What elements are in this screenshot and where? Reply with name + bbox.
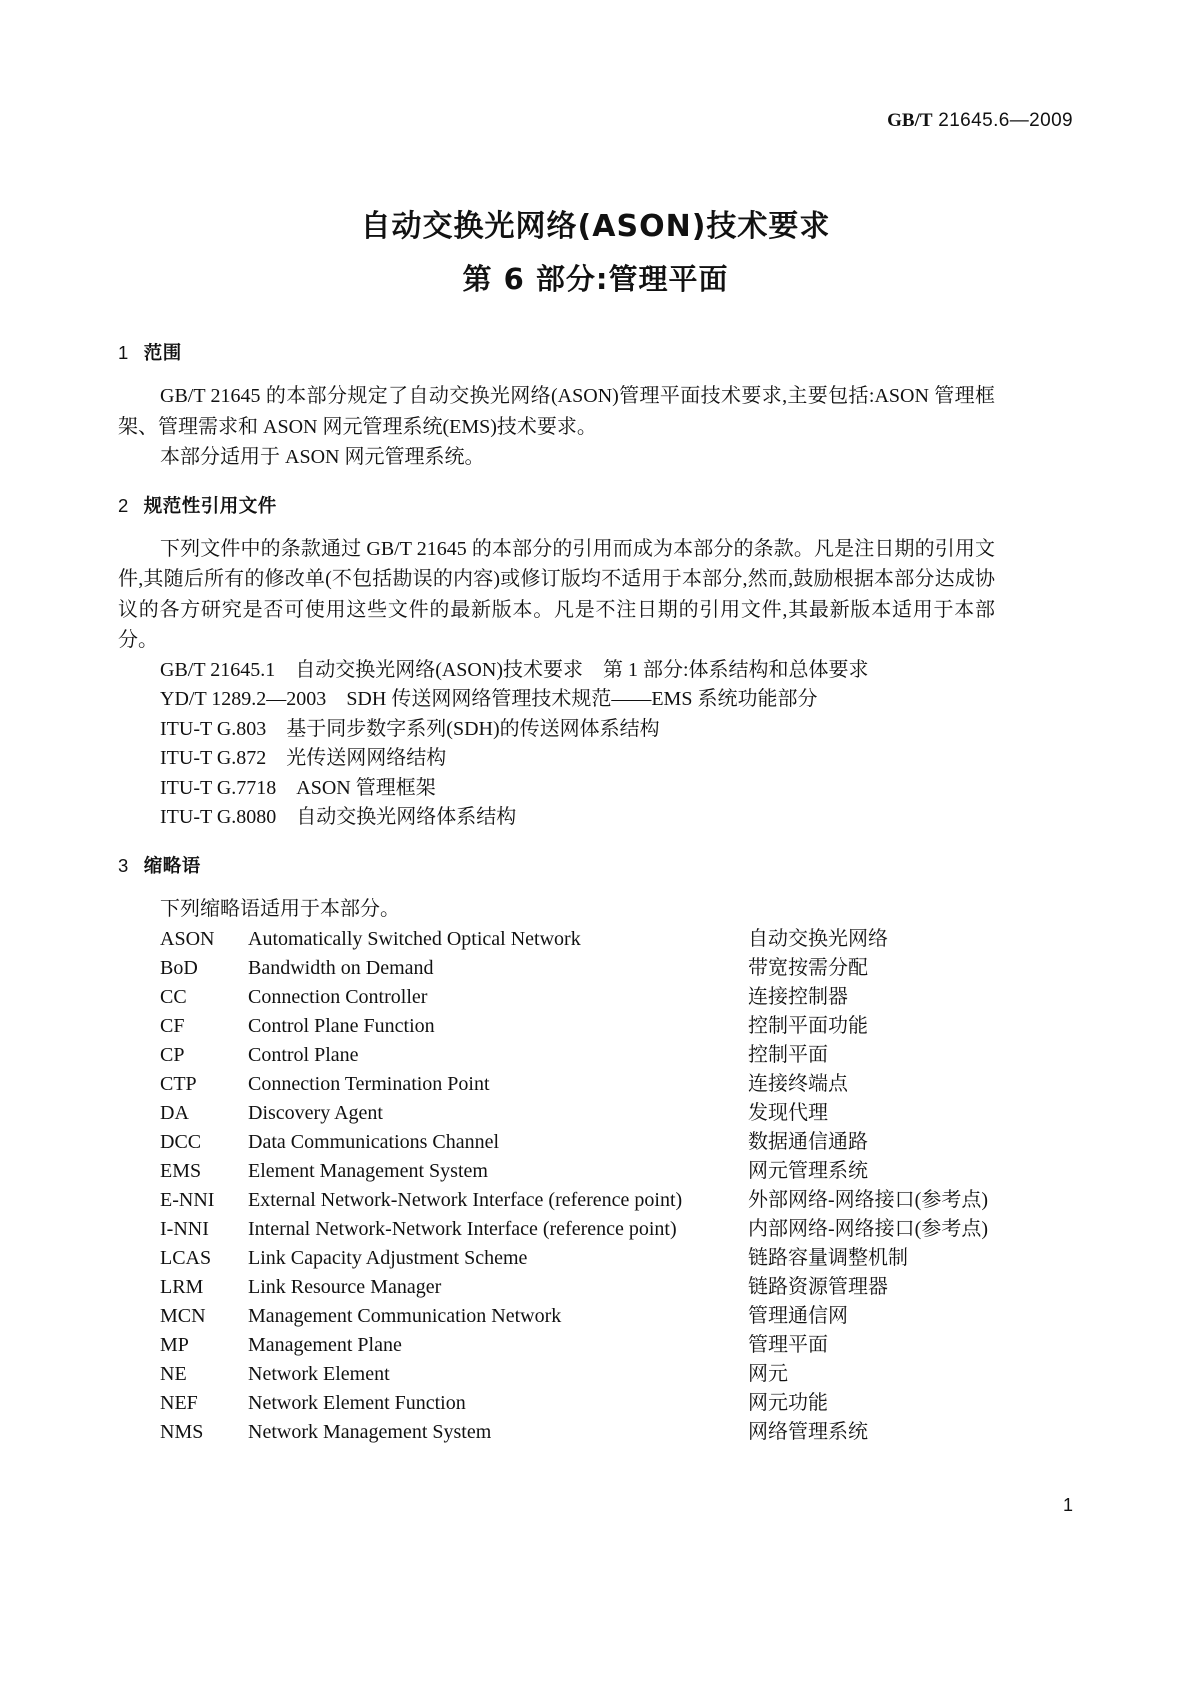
abbreviation-english: Automatically Switched Optical Network (248, 927, 581, 950)
spacer (118, 833, 995, 855)
table-row (118, 1186, 995, 1215)
abbreviation-chinese: 链路容量调整机制 (748, 1246, 908, 1269)
reference-id: ITU-T G.803 (160, 717, 267, 740)
document-title-line-2: 第 6 部分:管理平面 (462, 261, 729, 296)
abbreviation: NE (160, 1362, 187, 1385)
scope-paragraph-2: 本部分适用于 ASON 网元管理系统。 (160, 446, 485, 469)
abbreviation-chinese: 管理平面 (748, 1333, 828, 1356)
abbreviation-english: Control Plane (248, 1043, 359, 1066)
abbreviation-english: Bandwidth on Demand (248, 956, 434, 979)
reference-title: ASON 管理框架 (296, 776, 436, 799)
table-row (118, 1012, 995, 1041)
table-row (118, 1215, 995, 1244)
abbreviation-chinese: 内部网络-网络接口(参考点) (748, 1217, 988, 1240)
normative-reference-list (118, 656, 995, 833)
abbreviation-chinese: 管理通信网 (748, 1304, 848, 1327)
table-row (118, 1099, 995, 1128)
table-row (118, 1389, 995, 1418)
abbreviation: E-NNI (160, 1188, 215, 1211)
section-title-1: 范围 (143, 343, 182, 364)
abbreviation-english: Discovery Agent (248, 1101, 383, 1124)
page-number: 1 (1062, 1495, 1073, 1515)
abbreviation: NMS (160, 1420, 204, 1443)
abbreviation: CC (160, 985, 187, 1008)
reference-title: 基于同步数字系列(SDH)的传送网体系结构 (286, 717, 660, 740)
reference-id: ITU-T G.872 (160, 747, 267, 770)
section-title-2: 规范性引用文件 (143, 495, 277, 517)
abbreviation-chinese: 带宽按需分配 (748, 956, 868, 979)
list-item (118, 774, 995, 804)
abbreviation: NEF (160, 1391, 198, 1414)
reference-title: 光传送网网络结构 (286, 747, 447, 770)
abbreviation-english: External Network-Network Interface (reference point) (248, 1188, 683, 1211)
abbreviation: MCN (160, 1304, 206, 1327)
abbreviation-chinese: 网元功能 (748, 1391, 828, 1414)
reference-title: SDH 传送网网络管理技术规范——EMS 系统功能部分 (346, 688, 818, 711)
scope-paragraph-1: GB/T 21645 的本部分规定了自动交换光网络(ASON)管理平面技术要求,主要包括:ASON 管理框架、管理需求和 ASON 网元管理系统(EMS)技术要求。 (118, 385, 995, 438)
abbreviation-chinese: 控制平面 (748, 1043, 828, 1066)
spacer (118, 518, 995, 534)
table-row (118, 1302, 995, 1331)
abbreviation-chinese: 网元 (748, 1362, 788, 1385)
section-heading-scope (118, 342, 995, 365)
table-row (118, 1128, 995, 1157)
abbreviation: DCC (160, 1130, 202, 1153)
abbreviation: LCAS (160, 1246, 212, 1269)
abbreviation-english: Network Element (248, 1362, 390, 1385)
list-item (118, 744, 995, 774)
normative-references-paragraph: 下列文件中的条款通过 GB/T 21645 的本部分的引用而成为本部分的条款。凡是注日期的引用文件,其随后所有的修改单(不包括勘误的内容)或修订版均不适用于本部分,然而,鼓励根据本部分达成协议的各方研究是否可使用这些文件的最新版本。凡是不注日期的引用文件,其最新版本适用于本部分。 (118, 537, 995, 652)
abbreviation: MP (160, 1333, 189, 1356)
list-item (118, 803, 995, 833)
table-row (118, 954, 995, 983)
abbreviation-chinese: 链路资源管理器 (748, 1275, 888, 1298)
reference-id: YD/T 1289.2—2003 (160, 688, 327, 711)
abbreviation-english: Connection Controller (248, 985, 428, 1008)
spacer (118, 878, 995, 894)
section-title-3: 缩略语 (143, 855, 201, 877)
table-row (118, 1041, 995, 1070)
abbreviation-english: Link Resource Manager (248, 1275, 442, 1298)
abbreviation: ASON (160, 927, 215, 950)
reference-title: 自动交换光网络(ASON)技术要求 第 1 部分:体系结构和总体要求 (295, 658, 869, 681)
list-item (118, 656, 995, 686)
abbreviation-english: Data Communications Channel (248, 1130, 500, 1153)
abbreviation-chinese: 数据通信通路 (748, 1130, 868, 1153)
table-row (118, 1157, 995, 1186)
table-row (118, 1244, 995, 1273)
abbreviation: EMS (160, 1159, 202, 1182)
abbreviations-table (118, 925, 995, 1447)
table-row (118, 983, 995, 1012)
page-header (0, 110, 1073, 132)
abbreviation-english: Network Management System (248, 1420, 492, 1443)
abbreviation-chinese: 连接终端点 (748, 1072, 848, 1095)
reference-id: ITU-T G.7718 (160, 776, 277, 799)
abbreviation-chinese: 控制平面功能 (748, 1014, 868, 1037)
abbreviation: CF (160, 1014, 185, 1037)
table-row (118, 925, 995, 954)
abbreviation-chinese: 自动交换光网络 (748, 927, 888, 950)
reference-id: ITU-T G.8080 (160, 806, 277, 829)
abbreviation-chinese: 网元管理系统 (748, 1159, 868, 1182)
abbreviation-chinese: 网络管理系统 (748, 1420, 868, 1443)
abbreviation-chinese: 外部网络-网络接口(参考点) (748, 1188, 988, 1211)
abbreviation-english: Internal Network-Network Interface (reference point) (248, 1217, 677, 1240)
abbreviation-english: Management Communication Network (248, 1304, 562, 1327)
abbreviation-chinese: 连接控制器 (748, 985, 848, 1008)
list-item (118, 685, 995, 715)
table-row (118, 1273, 995, 1302)
abbreviation-english: Connection Termination Point (248, 1072, 490, 1095)
table-row (118, 1360, 995, 1389)
abbreviation: CP (160, 1043, 185, 1066)
abbreviation-english: Element Management System (248, 1159, 488, 1182)
abbreviations-paragraph: 下列缩略语适用于本部分。 (160, 898, 400, 921)
standard-prefix: GB/T (887, 110, 933, 131)
document-title-line-1: 自动交换光网络(ASON)技术要求 (360, 209, 831, 244)
spacer (118, 473, 995, 495)
abbreviation-english: Control Plane Function (248, 1014, 435, 1037)
abbreviation-chinese: 发现代理 (748, 1101, 828, 1124)
standard-number: 21645.6—2009 (938, 110, 1073, 131)
abbreviation-english: Network Element Function (248, 1391, 466, 1414)
reference-title: 自动交换光网络体系结构 (296, 806, 517, 829)
abbreviation-english: Link Capacity Adjustment Scheme (248, 1246, 528, 1269)
abbreviation-english: Management Plane (248, 1333, 402, 1356)
abbreviation: CTP (160, 1072, 197, 1095)
abbreviation: I-NNI (160, 1217, 209, 1240)
abbreviations-table-body (118, 925, 995, 1447)
spacer (118, 365, 995, 381)
table-row (118, 1070, 995, 1099)
table-row (118, 1331, 995, 1360)
document-body (118, 342, 995, 1447)
reference-id: GB/T 21645.1 (160, 658, 276, 681)
section-heading-normative-references (118, 495, 995, 518)
list-item (118, 715, 995, 745)
abbreviation: LRM (160, 1275, 204, 1298)
section-number-2: 2 (118, 494, 129, 516)
section-heading-abbreviations (118, 855, 995, 878)
abbreviation: BoD (160, 956, 198, 979)
section-number-3: 3 (118, 854, 129, 876)
abbreviation: DA (160, 1101, 189, 1124)
table-row (118, 1418, 995, 1447)
document-title (0, 205, 1191, 301)
section-number-1: 1 (118, 342, 129, 363)
